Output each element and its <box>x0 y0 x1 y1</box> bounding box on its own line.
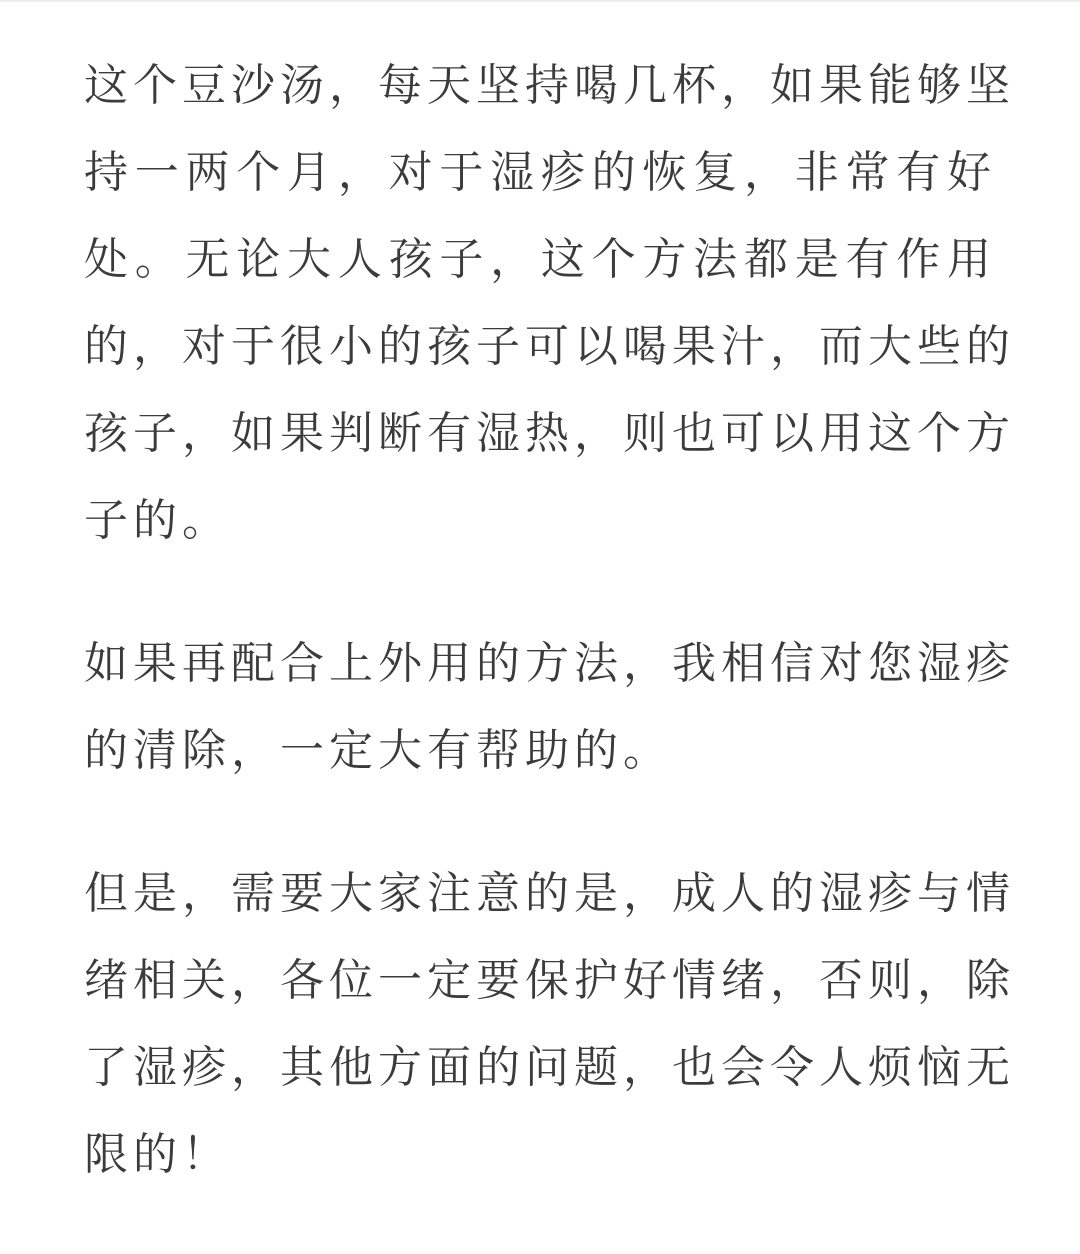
article-body <box>84 42 1015 1254</box>
paragraph-line: 的，对于很小的孩子可以喝果汁，而大些的 <box>84 321 1015 372</box>
paragraph-line: 绪相关，各位一定要保护好情绪，否则，除 <box>84 955 1015 1006</box>
paragraph-line: 子的。 <box>84 495 231 546</box>
paragraph-2 <box>84 620 1015 794</box>
paragraph-1 <box>84 42 1015 564</box>
paragraph-line: 如果再配合上外用的方法，我相信对您湿疹 <box>84 638 1015 689</box>
paragraph-line: 处。无论大人孩子，这个方法都是有作用 <box>84 234 996 285</box>
paragraph-line: 的清除，一定大有帮助的。 <box>84 725 672 776</box>
paragraph-line: 孩子，如果判断有湿热，则也可以用这个方 <box>84 408 1015 459</box>
top-divider <box>0 0 1080 2</box>
paragraph-line: 持一两个月，对于湿疹的恢复，非常有好 <box>84 147 996 198</box>
paragraph-3 <box>84 850 1015 1198</box>
paragraph-line: 了湿疹，其他方面的问题，也会令人烦恼无 <box>84 1042 1015 1093</box>
paragraph-line: 但是，需要大家注意的是，成人的湿疹与情 <box>84 868 1015 919</box>
paragraph-line: 限的！ <box>84 1129 231 1180</box>
paragraph-line: 这个豆沙汤，每天坚持喝几杯，如果能够坚 <box>84 60 1015 111</box>
